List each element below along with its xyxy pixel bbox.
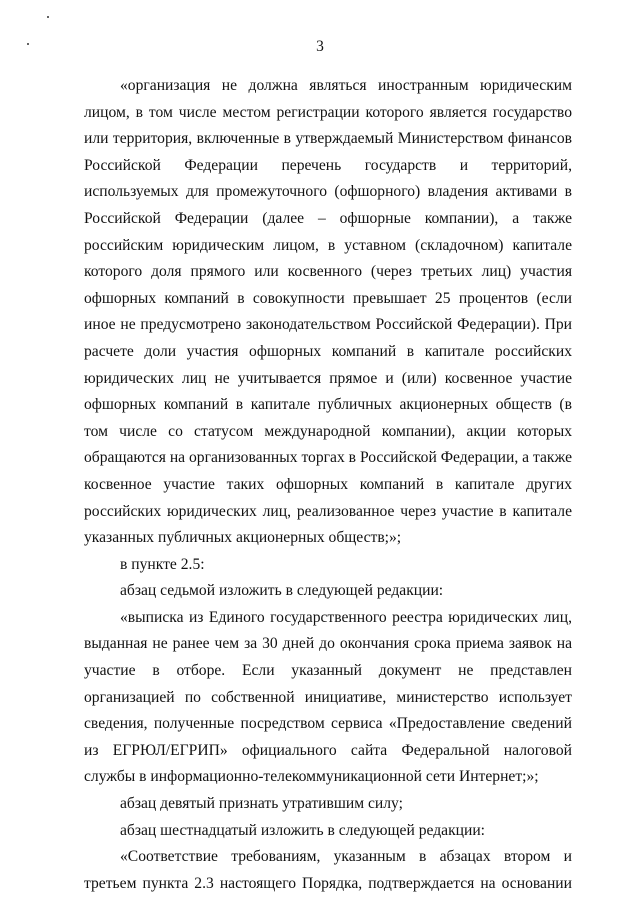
paragraph-egrul-extract: «выписка из Единого государственного реестра юридических лиц, выданная не ранее чем за 30 дней до окончания срока приема заявок на участие в отборе. Если указанный документ не представлен организацией по собственной инициативе, министерство использует сведения, полученные посредством сервиса «Предоставление сведений из ЕГРЮЛ/ЕГРИП» официального сайта Федеральной налоговой службы в информационно-телекоммуникационной сети Интернет;»; — [84, 608, 572, 786]
paragraph-sixteenth-abzac: абзац шестнадцатый изложить в следующей редакции: — [120, 821, 486, 839]
page-number: 3 — [316, 38, 324, 55]
paragraph-clause-2-5: в пункте 2.5: — [120, 555, 205, 573]
document-body — [84, 73, 572, 897]
paragraph-offshore-requirement: «организация не должна являться иностранным юридическим лицом, в том числе местом регистрации которого является государство или территория, включенные в утверждаемый Министерством финансов Российской Федерации перечень государств и территорий, используемых для промежуточного (офшорного) владения активами в Российской Федерации (далее – офшорные компании), а также российским юридическим лицом, в уставном (складочном) капитале которого доля прямого или косвенного (через третьих лиц) участия офшорных компаний в совокупности превышает 25 процентов (если иное не предусмотрено законодательством Российской Федерации). При расчете доли участия офшорных компаний в капитале российских юридических лиц не учитывается прямое и (или) косвенное участие офшорных компаний в капитале публичных акционерных обществ (в том числе со статусом международной компании), акции которых обращаются на организованных торгах в Российской Федерации, а также косвенное участие таких офшорных компаний в капитале других российских юридических лиц, реализованное через участие в капитале указанных публичных акционерных обществ;»; — [84, 77, 572, 547]
scan-speck — [47, 16, 49, 18]
paragraph-seventh-abzac: абзац седьмой изложить в следующей редакции: — [120, 582, 444, 600]
paragraph-ninth-abzac: абзац девятый признать утратившим силу; — [120, 795, 403, 813]
paragraph-compliance: «Соответствие требованиям, указанным в абзацах втором и третьем пункта 2.3 настоящего Порядка, подтверждается на основании — [84, 848, 572, 892]
